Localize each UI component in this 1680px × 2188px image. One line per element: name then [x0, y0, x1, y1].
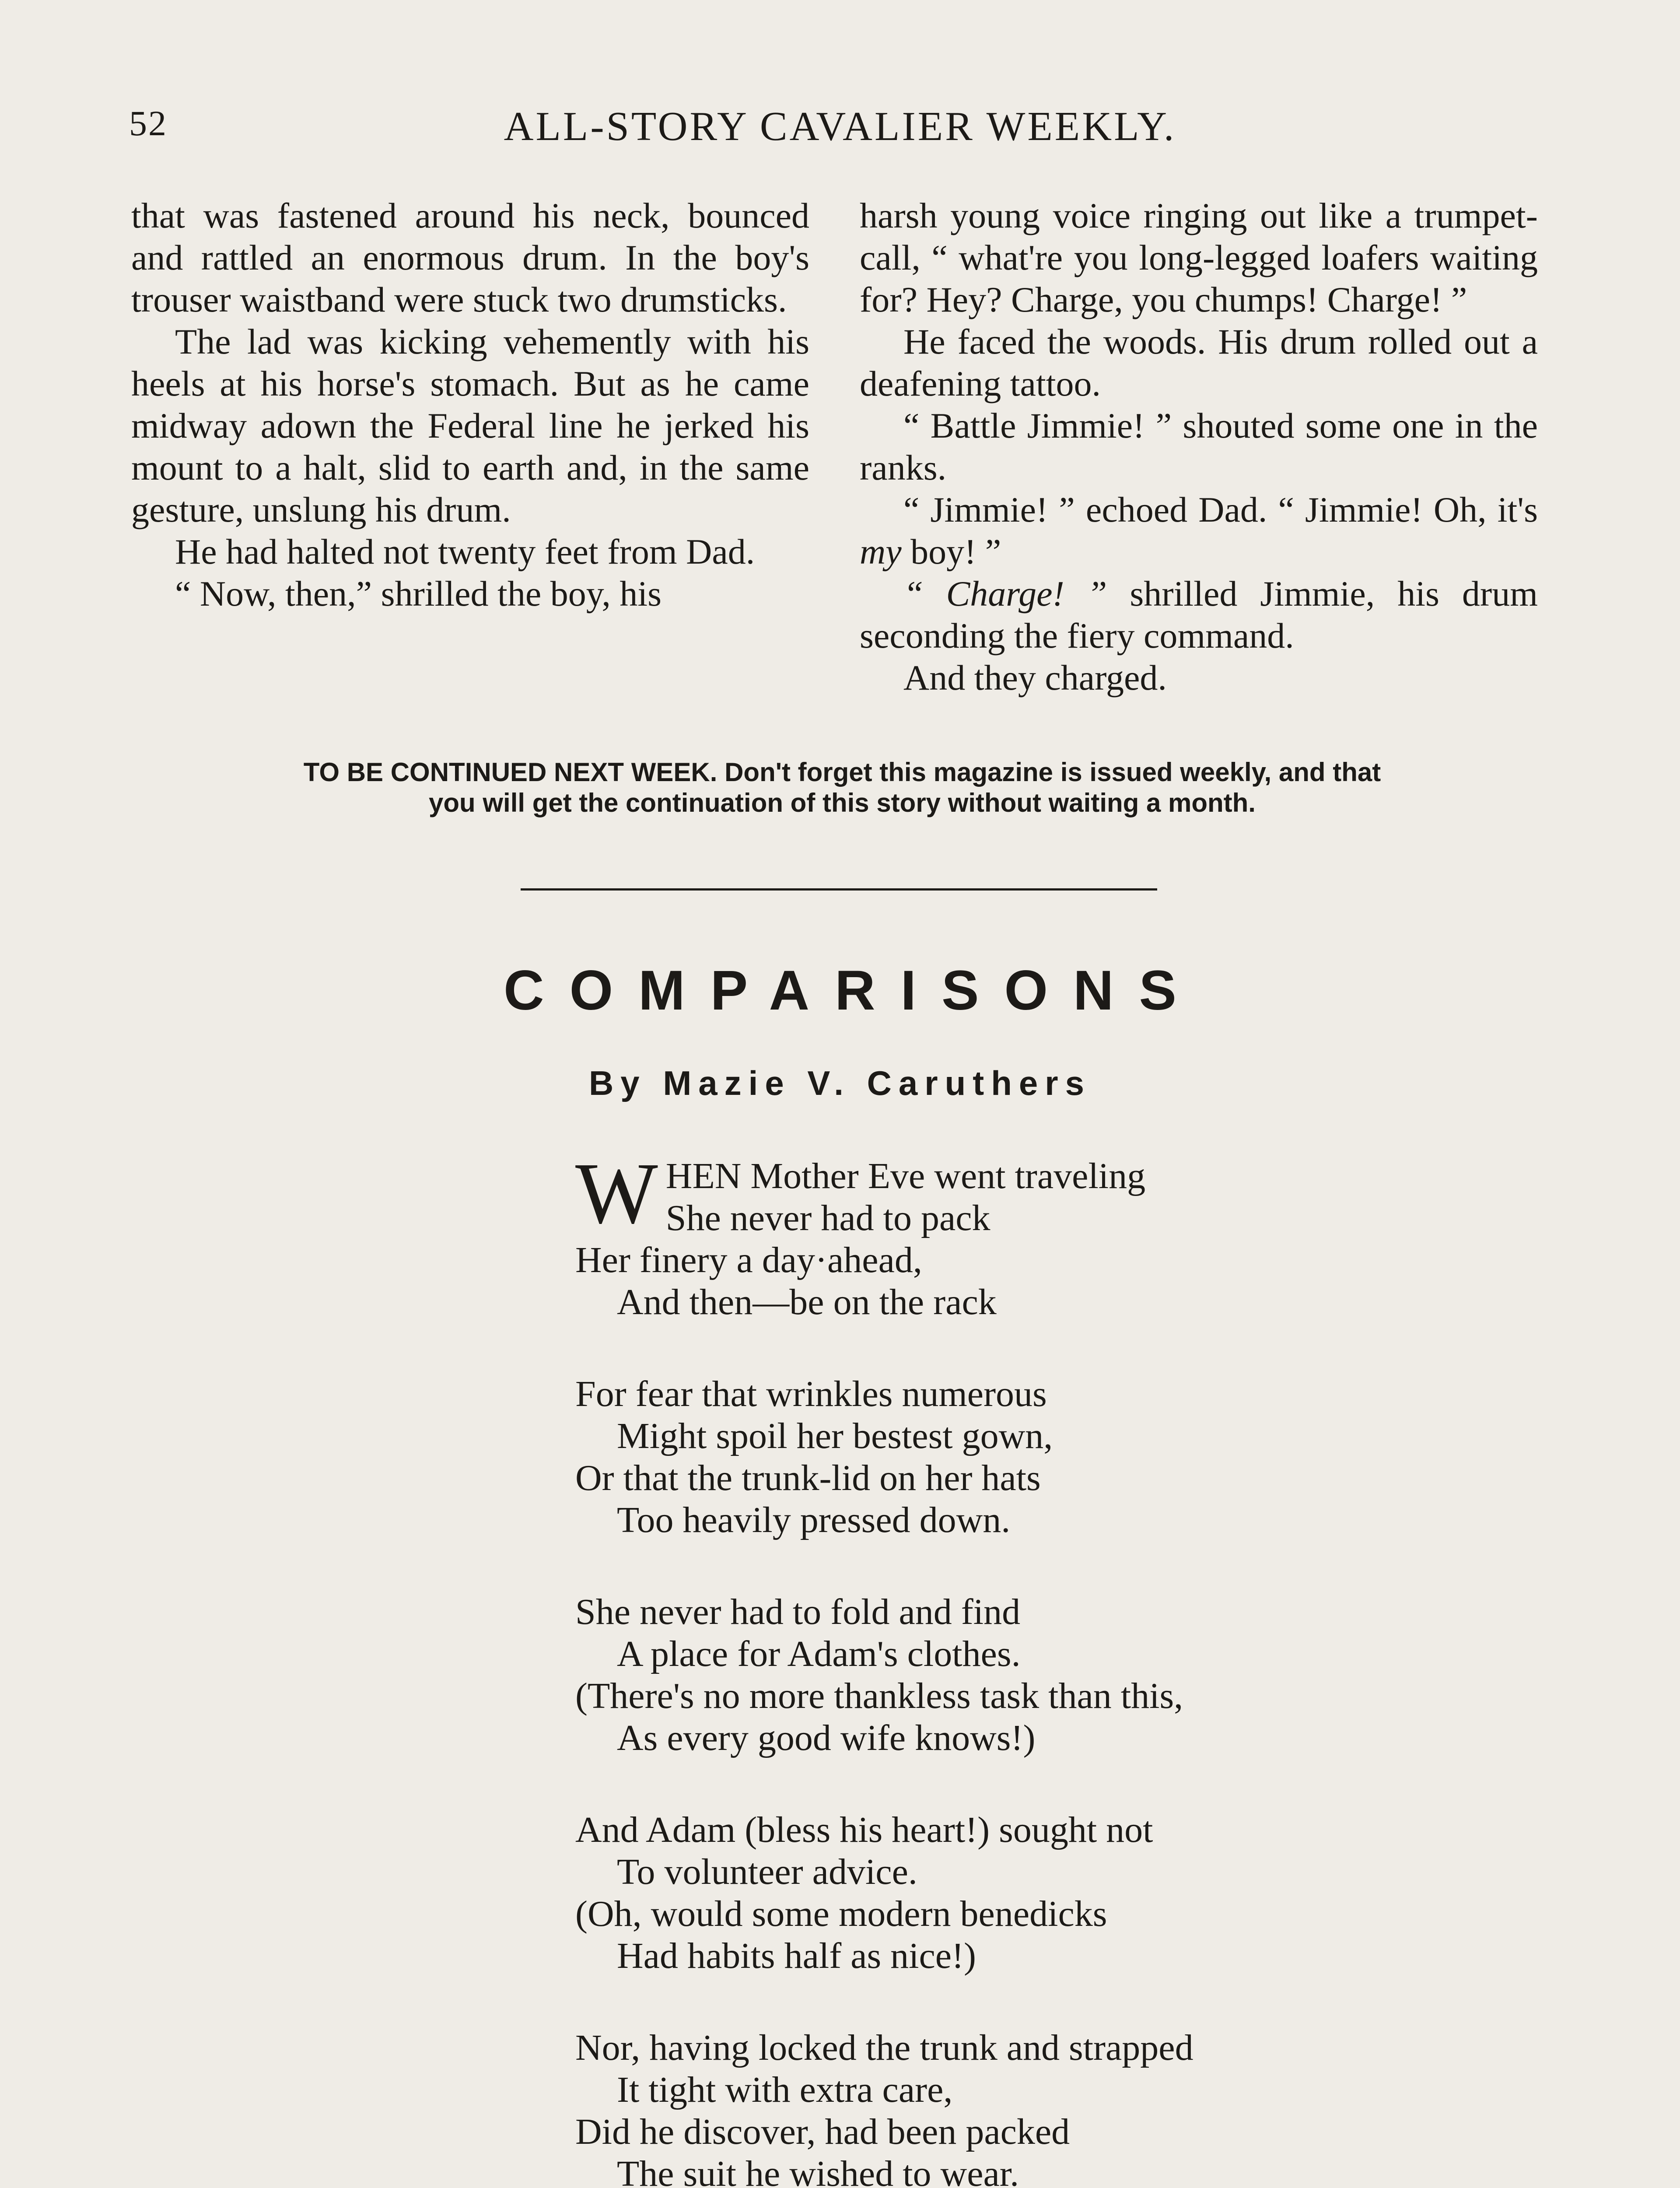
poem-line: Had habits half as nice!): [617, 1936, 976, 1976]
poem-line: It tight with extra care,: [617, 2069, 953, 2110]
poem-line: Too heavily pressed down.: [617, 1500, 1011, 1540]
poem-line: Did he discover, had been packed: [575, 2111, 1070, 2152]
story-paragraph: harsh young voice ringing out like a trumpet-call, “ what're you long-legged loafers waiting for? Hey? Charge, you chumps! Charge! ”: [860, 196, 1538, 319]
story-paragraph: [860, 573, 1538, 657]
poem-stanza: [575, 2027, 1407, 2188]
section-divider: [521, 888, 1157, 891]
poem-line: Her finery a day·ahead,: [575, 1240, 922, 1280]
poem-stanza: [575, 1591, 1407, 1759]
poem-line: As every good wife knows!): [617, 1718, 1036, 1758]
story-paragraph: “ Battle Jimmie! ” shouted some one in the ranks.: [860, 406, 1538, 487]
story-paragraph: The lad was kicking vehemently with his heels at his horse's stomach. But as he came midway adown the Federal line he jerked his mount to a halt, slid to earth and, in the same gesture, unslung his drum.: [131, 322, 809, 529]
poem-line: Might spoil her bestest gown,: [617, 1416, 1053, 1456]
story-text: “ Jimmie! ” echoed Dad. “ Jimmie! Oh, it's: [903, 490, 1538, 529]
story-paragraph: And they charged.: [903, 658, 1167, 698]
story-paragraph: “ Now, then,” shrilled the boy, his: [175, 574, 662, 614]
poem-line: For fear that wrinkles numerous: [575, 1374, 1047, 1414]
poem-line: And then—be on the rack: [617, 1282, 997, 1322]
poem-line: Or that the trunk-lid on her hats: [575, 1458, 1041, 1498]
story-paragraph: He had halted not twenty feet from Dad.: [175, 532, 755, 572]
poem-stanza: [575, 1373, 1407, 1541]
story-paragraph: that was fastened around his neck, bounced and rattled an enormous drum. In the boy's trouser waistband were stuck two drumsticks.: [131, 196, 809, 319]
poem-line: She never had to pack: [665, 1198, 990, 1238]
poem-byline: By Mazie V. Caruthers: [588, 1064, 1092, 1102]
poem-line: To volunteer advice.: [617, 1851, 917, 1892]
story-text: shrilled Jimmie, his drum seconding the fiery command.: [860, 574, 1538, 656]
story-right-column: [860, 195, 1538, 699]
continued-notice-line: you will get the continuation of this story without waiting a month.: [429, 788, 1256, 817]
drop-cap: W: [575, 1145, 658, 1242]
continued-notice: [136, 757, 1549, 818]
magazine-title: ALL-STORY CAVALIER WEEKLY.: [504, 104, 1176, 149]
poem-line: And Adam (bless his heart!) sought not: [575, 1809, 1153, 1850]
continued-notice-line: TO BE CONTINUED NEXT WEEK. Don't forget this magazine is issued weekly, and that: [303, 757, 1381, 787]
story-columns: [131, 195, 1549, 750]
poem-line: HEN Mother Eve went traveling: [665, 1156, 1146, 1196]
poem-stanza: [575, 1145, 1407, 1323]
story-paragraph: [860, 489, 1538, 573]
poem-title: COMPARISONS: [504, 959, 1202, 1022]
poem-body: [575, 1145, 1407, 2188]
page-number: 52: [129, 103, 168, 143]
page-header: [129, 103, 1551, 160]
poem-stanza: [575, 1809, 1407, 1977]
story-emphasis: my: [860, 532, 902, 572]
story-emphasis: “ Charge! ”: [903, 574, 1107, 614]
poem-line: She never had to fold and find: [575, 1592, 1021, 1632]
story-paragraph: He faced the woods. His drum rolled out a deafening tattoo.: [860, 322, 1538, 403]
story-text: boy! ”: [901, 532, 1001, 572]
poem-line: Nor, having locked the trunk and strapped: [575, 2027, 1194, 2068]
poem-line: (There's no more thankless task than this,: [575, 1676, 1183, 1716]
poem-line: (Oh, would some modern benedicks: [575, 1893, 1107, 1934]
poem-line: A place for Adam's clothes.: [617, 1634, 1021, 1674]
poem-line: The suit he wished to wear.: [617, 2153, 1019, 2188]
story-left-column: [131, 195, 809, 615]
